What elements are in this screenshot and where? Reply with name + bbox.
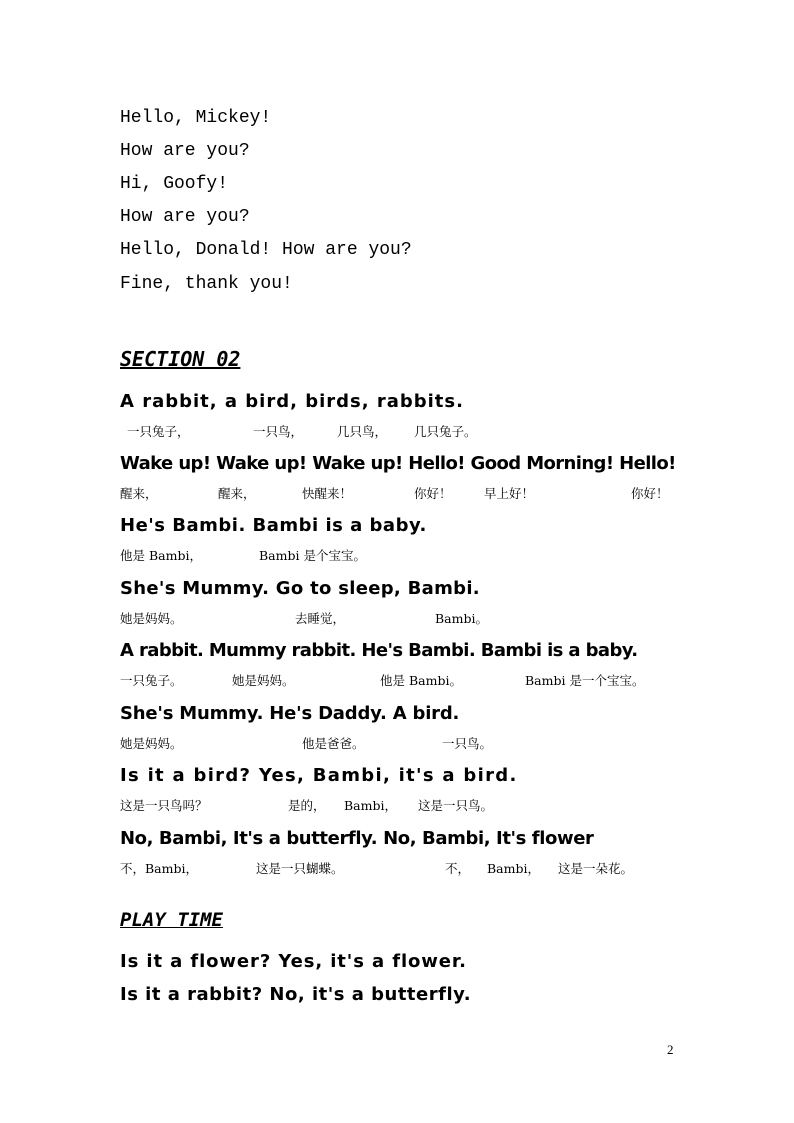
chinese-translation: Bambi， xyxy=(344,798,397,813)
chinese-translation: 一只兔子。 xyxy=(120,673,183,688)
section-heading: SECTION 02 xyxy=(120,347,241,371)
chinese-translation: Bambi， xyxy=(487,861,540,876)
chinese-translation: 醒来， xyxy=(218,486,256,501)
english-sentence: She's Mummy. Go to sleep, Bambi. xyxy=(120,578,480,599)
chinese-translation: Bambi 是一个宝宝。 xyxy=(525,673,645,688)
chinese-translation: 一只鸟。 xyxy=(442,736,493,751)
english-sentence: No, Bambi, It's a butterfly. No, Bambi, It's flower xyxy=(120,828,594,849)
chinese-translation: 快醒来！ xyxy=(302,486,353,501)
chinese-translation: 一只鸟， xyxy=(253,424,304,439)
chinese-translation: 他是爸爸。 xyxy=(302,736,365,751)
chinese-translation: 这是一朵花。 xyxy=(558,861,634,876)
chinese-translation: 这是一只鸟。 xyxy=(418,798,494,813)
chinese-translation: 你好！ xyxy=(414,486,452,501)
chinese-translation: Bambi。 xyxy=(435,611,488,626)
english-sentence: She's Mummy. He's Daddy. A bird. xyxy=(120,703,460,724)
intro-line: Hello, Mickey! xyxy=(120,108,272,128)
chinese-translation: Bambi 是个宝宝。 xyxy=(259,548,366,563)
intro-line: How are you? xyxy=(120,207,250,227)
english-sentence: A rabbit. Mummy rabbit. He's Bambi. Bambi is a baby. xyxy=(120,640,638,661)
page-number: 2 xyxy=(667,1042,674,1057)
chinese-translation: 几只兔子。 xyxy=(414,424,477,439)
intro-line: Hello, Donald! How are you? xyxy=(120,240,412,260)
english-sentence: Is it a bird? Yes, Bambi, it's a bird. xyxy=(120,765,518,786)
chinese-translation: 是的， xyxy=(288,798,326,813)
practice-line: Is it a flower? Yes, it's a flower. xyxy=(120,951,467,972)
intro-line: Hi, Goofy! xyxy=(120,174,229,194)
chinese-translation: 这是一只鸟吗？ xyxy=(120,798,208,813)
chinese-translation: 她是妈妈。 xyxy=(120,736,183,751)
chinese-translation: 一只兔子， xyxy=(127,424,190,439)
chinese-translation: 不，Bambi， xyxy=(120,861,198,876)
chinese-translation: 去睡觉， xyxy=(295,611,346,626)
chinese-translation: 几只鸟， xyxy=(337,424,388,439)
english-sentence: He's Bambi. Bambi is a baby. xyxy=(120,515,427,536)
english-sentence: Wake up! Wake up! Wake up! Hello! Good Morning! Hello! xyxy=(120,453,676,474)
chinese-translation: 不， xyxy=(445,861,471,876)
chinese-translation: 醒来， xyxy=(120,486,158,501)
practice-line: Is it a rabbit? No, it's a butterfly. xyxy=(120,984,472,1005)
section-heading: PLAY TIME xyxy=(120,909,223,931)
chinese-translation: 他是 Bambi。 xyxy=(380,673,462,688)
chinese-translation: 你好！ xyxy=(631,486,669,501)
intro-line: Fine, thank you! xyxy=(120,274,293,294)
chinese-translation: 这是一只蝴蝶。 xyxy=(256,861,344,876)
chinese-translation: 她是妈妈。 xyxy=(232,673,295,688)
english-sentence: A rabbit, a bird, birds, rabbits. xyxy=(120,391,464,412)
chinese-translation: 他是 Bambi， xyxy=(120,548,202,563)
intro-line: How are you? xyxy=(120,141,250,161)
chinese-translation: 她是妈妈。 xyxy=(120,611,183,626)
chinese-translation: 早上好！ xyxy=(484,486,535,501)
